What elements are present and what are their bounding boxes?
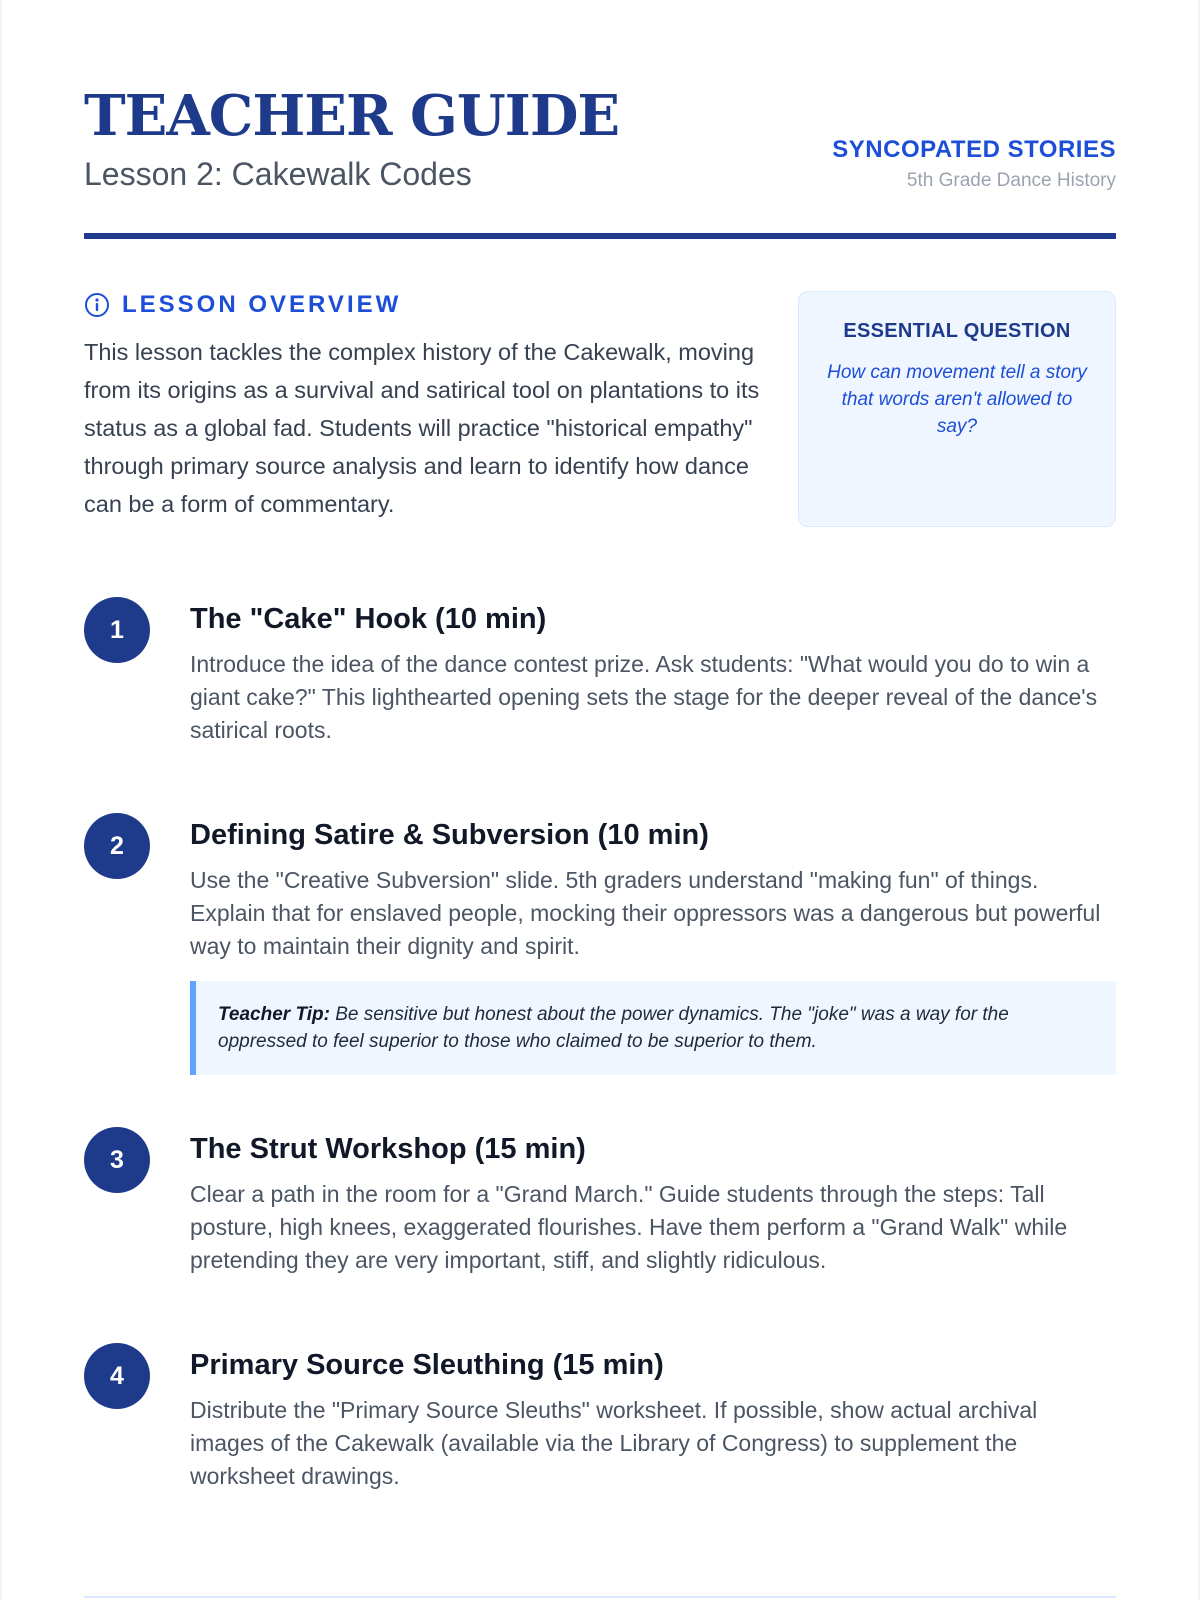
page-title: TEACHER GUIDE (84, 83, 620, 149)
step-body (190, 1127, 1116, 1277)
step-description: Use the "Creative Subversion" slide. 5th graders understand "making fun" of things. Explain that for enslaved people, mocking their oppressors was a dangerous but powerful way to maintain their dignity and spirit. (190, 867, 1101, 959)
overview-text: This lesson tackles the complex history of the Cakewalk, moving from its origins as a survival and satirical tool on plantations to its status as a global fad. Students will practice "historical empathy" through primary source analysis and learn to identify how dance can be a form of commentary. (84, 339, 760, 517)
step-body (190, 597, 1116, 747)
info-circle-icon (84, 292, 110, 318)
step-number-badge: 2 (84, 813, 150, 879)
essential-question-title: ESSENTIAL QUESTION (843, 320, 1071, 342)
brand-block (832, 136, 1116, 192)
step-number-badge: 3 (84, 1127, 150, 1193)
step-title: The Strut Workshop (15 min) (190, 1133, 586, 1165)
brand-name: SYNCOPATED STORIES (832, 136, 1116, 163)
header-divider (84, 233, 1116, 239)
footer-divider (84, 1596, 1116, 1598)
essential-question-text: How can movement tell a story that words aren't allowed to say? (827, 362, 1087, 437)
lesson-steps (84, 597, 1116, 1493)
step-title: The "Cake" Hook (10 min) (190, 603, 547, 635)
step-body (190, 813, 1116, 1075)
step-body (190, 1343, 1116, 1493)
step-number-badge: 1 (84, 597, 150, 663)
essential-question-box (798, 291, 1116, 527)
teacher-tip (190, 981, 1116, 1075)
step-3 (84, 1127, 1116, 1277)
teacher-tip-text: Be sensitive but honest about the power dynamics. The "joke" was a way for the oppressed to feel superior to those who claimed to be superior to them. (218, 1004, 1009, 1052)
overview-heading (84, 291, 764, 319)
step-4 (84, 1343, 1116, 1493)
page-header (84, 83, 1116, 193)
step-description: Distribute the "Primary Source Sleuths" worksheet. If possible, show actual archival images of the Cakewalk (available via the Library of Congress) to supplement the worksheet drawings. (190, 1397, 1038, 1489)
title-block (84, 83, 620, 193)
teacher-tip-label: Teacher Tip: (218, 1004, 330, 1025)
step-description: Introduce the idea of the dance contest prize. Ask students: "What would you do to win a giant cake?" This lighthearted opening sets the stage for the deeper reveal of the dance's satirical roots. (190, 651, 1098, 743)
step-description: Clear a path in the room for a "Grand March." Guide students through the steps: Tall posture, high knees, exaggerated flourishes. Have them perform a "Grand Walk" while pretending they are very important, stiff, and slightly ridiculous. (190, 1181, 1068, 1273)
overview-label: LESSON OVERVIEW (122, 291, 402, 318)
step-title: Primary Source Sleuthing (15 min) (190, 1349, 664, 1381)
lesson-overview-section (84, 291, 1116, 527)
step-1 (84, 597, 1116, 747)
brand-subtitle: 5th Grade Dance History (906, 170, 1116, 191)
step-2 (84, 813, 1116, 1075)
lesson-subtitle: Lesson 2: Cakewalk Codes (84, 156, 472, 192)
overview-content (84, 291, 764, 527)
guide-page (2, 0, 1198, 1600)
step-title: Defining Satire & Subversion (10 min) (190, 819, 709, 851)
step-number-badge: 4 (84, 1343, 150, 1409)
